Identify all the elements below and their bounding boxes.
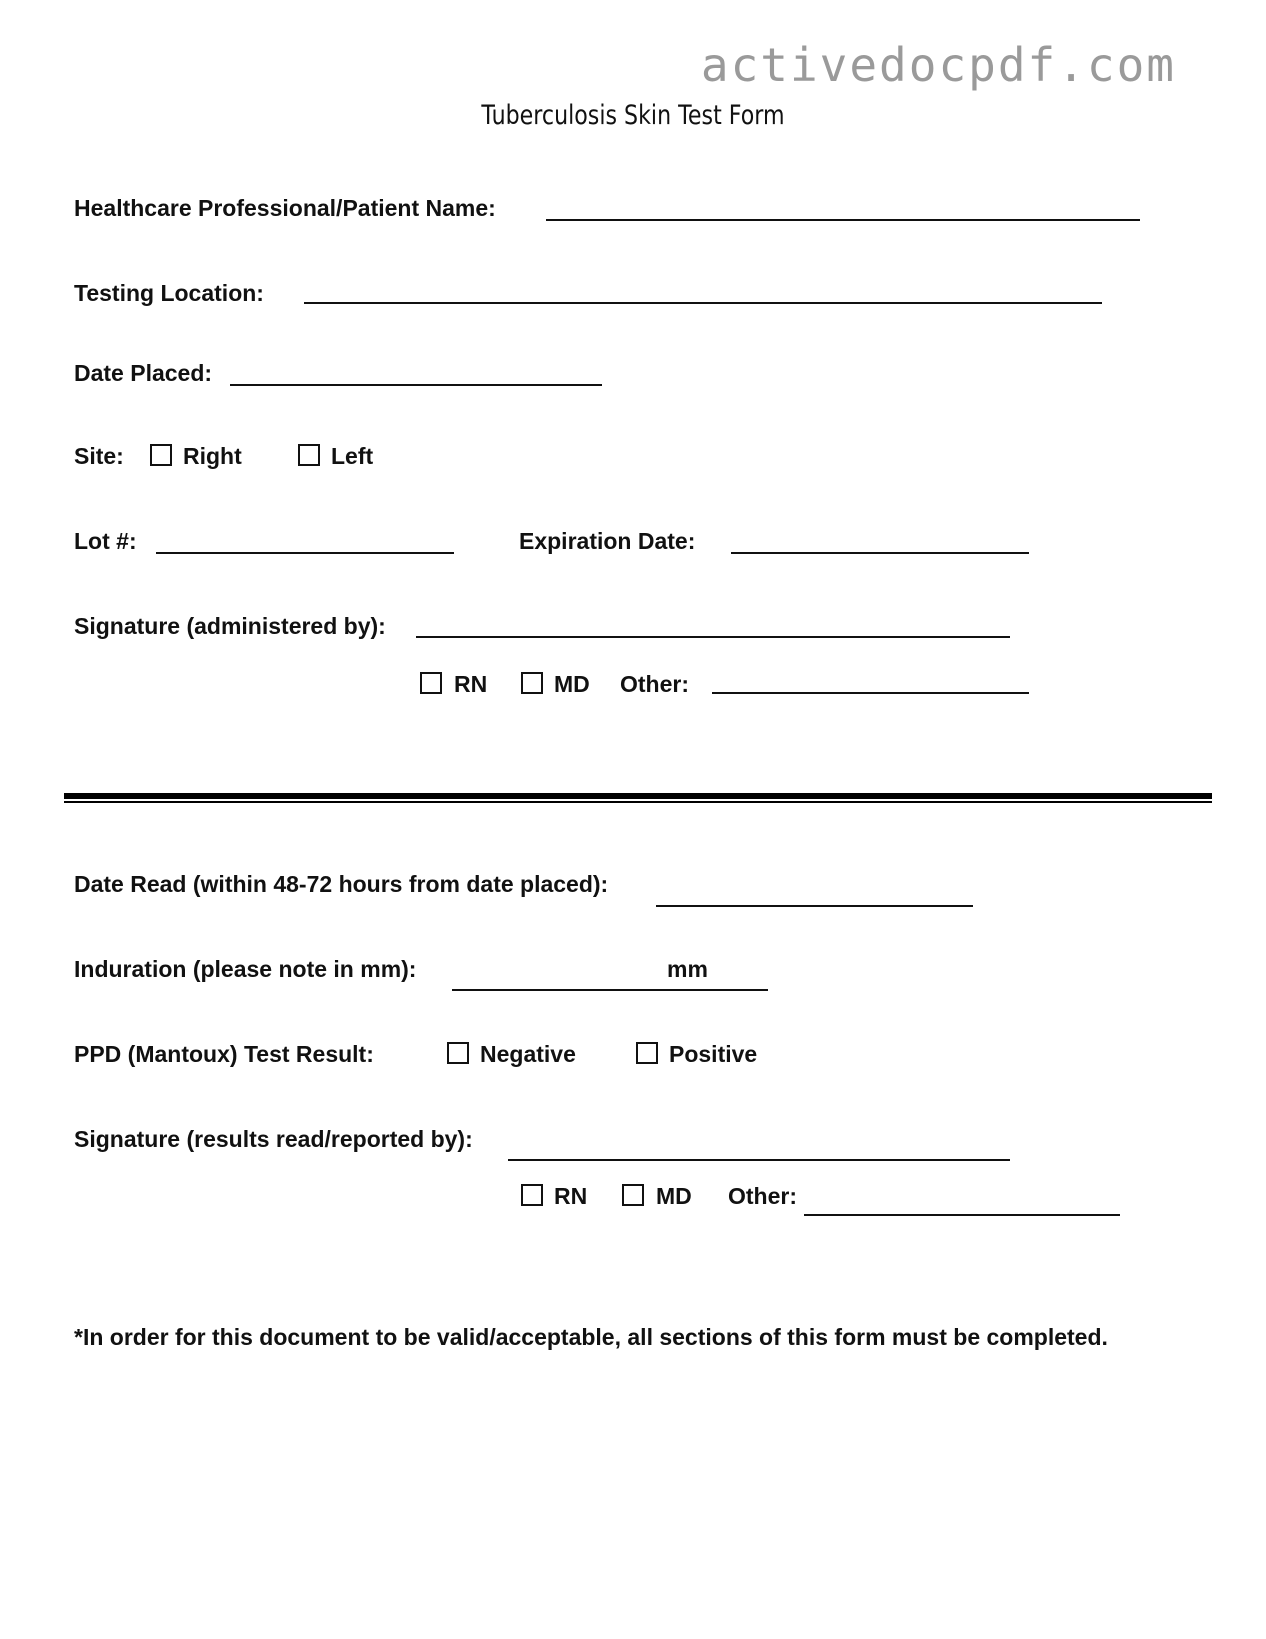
read-rn-label: RN: [554, 1183, 588, 1209]
site-label: Site:: [74, 443, 124, 469]
site-left-label: Left: [331, 443, 374, 469]
admin-rn-checkbox[interactable]: [420, 672, 442, 694]
section-divider: [64, 793, 1212, 799]
location-label: Testing Location:: [74, 280, 264, 306]
footer-note: *In order for this document to be valid/acceptable, all sections of this form must be completed.: [74, 1324, 1108, 1350]
induration-unit: mm: [667, 956, 708, 982]
date-read-field[interactable]: [656, 905, 973, 907]
date-read-label: Date Read (within 48-72 hours from date placed):: [74, 871, 609, 897]
signature-read-field[interactable]: [508, 1159, 1010, 1161]
ppd-negative-checkbox[interactable]: [447, 1042, 469, 1064]
date-placed-label: Date Placed:: [74, 360, 213, 386]
admin-other-field[interactable]: [712, 692, 1029, 694]
name-label: Healthcare Professional/Patient Name:: [74, 195, 496, 221]
induration-field[interactable]: [452, 989, 768, 991]
ppd-positive-label: Positive: [669, 1041, 758, 1067]
site-right-label: Right: [183, 443, 242, 469]
ppd-label: PPD (Mantoux) Test Result:: [74, 1041, 374, 1067]
site-left-checkbox[interactable]: [298, 444, 320, 466]
signature-admin-label: Signature (administered by):: [74, 613, 386, 639]
section-divider-thin: [64, 801, 1212, 803]
induration-label: Induration (please note in mm):: [74, 956, 417, 982]
lot-field[interactable]: [156, 552, 454, 554]
date-placed-field[interactable]: [230, 384, 602, 386]
name-field[interactable]: [546, 219, 1140, 221]
admin-md-label: MD: [554, 671, 590, 697]
admin-other-label: Other:: [620, 671, 689, 697]
ppd-positive-checkbox[interactable]: [636, 1042, 658, 1064]
read-md-checkbox[interactable]: [622, 1184, 644, 1206]
lot-label: Lot #:: [74, 528, 137, 554]
watermark: activedocpdf.com: [700, 38, 1176, 92]
expiration-field[interactable]: [731, 552, 1029, 554]
location-field[interactable]: [304, 302, 1102, 304]
admin-rn-label: RN: [454, 671, 488, 697]
admin-md-checkbox[interactable]: [521, 672, 543, 694]
read-other-label: Other:: [728, 1183, 797, 1209]
signature-admin-field[interactable]: [416, 636, 1010, 638]
ppd-negative-label: Negative: [480, 1041, 576, 1067]
signature-read-label: Signature (results read/reported by):: [74, 1126, 473, 1152]
read-rn-checkbox[interactable]: [521, 1184, 543, 1206]
read-other-field[interactable]: [804, 1214, 1120, 1216]
expiration-label: Expiration Date:: [519, 528, 696, 554]
site-right-checkbox[interactable]: [150, 444, 172, 466]
form-title: Tuberculosis Skin Test Form: [481, 100, 785, 131]
read-md-label: MD: [656, 1183, 692, 1209]
